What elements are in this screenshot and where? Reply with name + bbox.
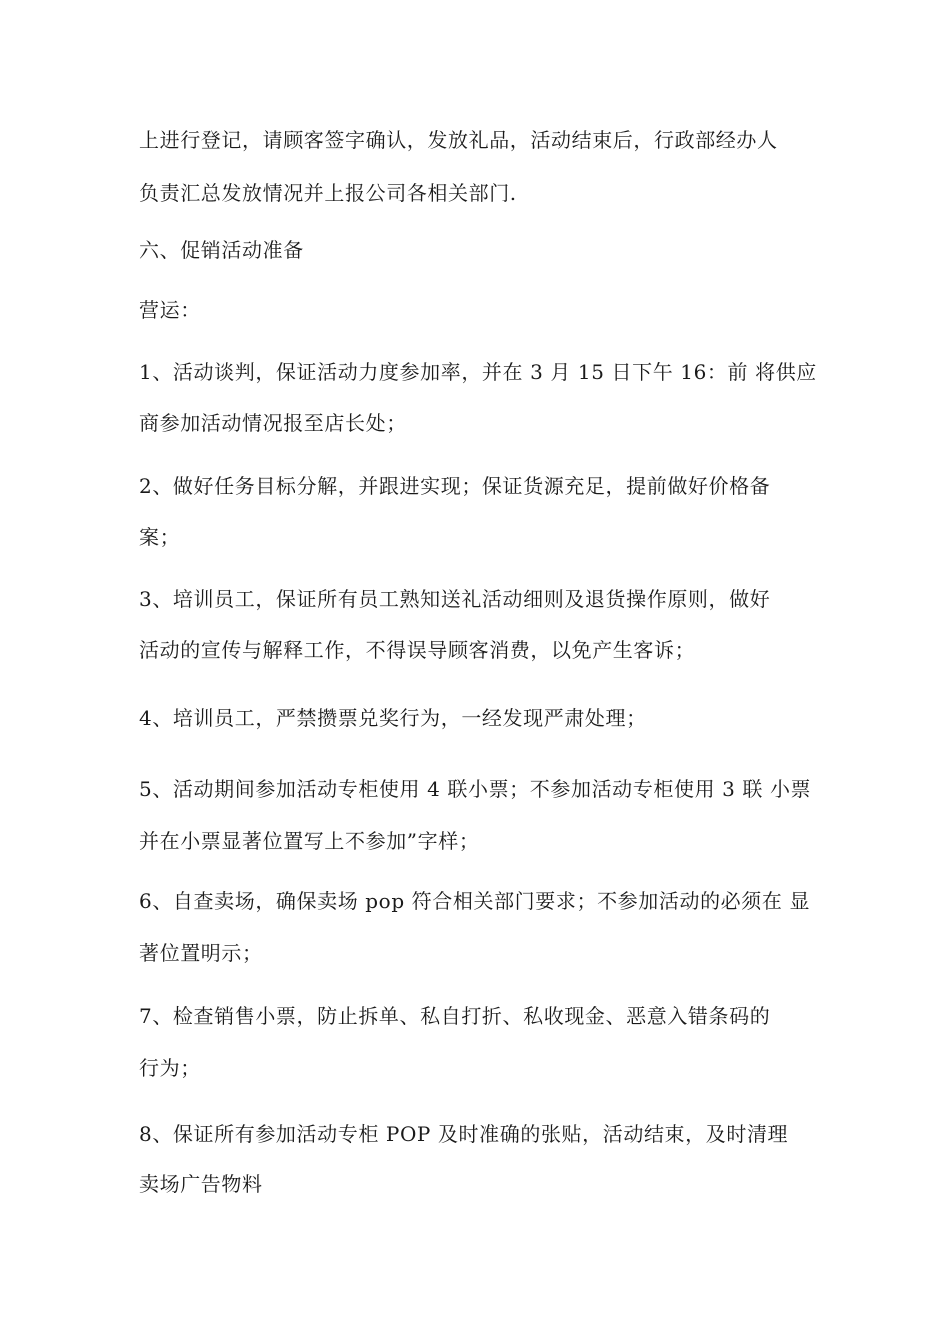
list-item-3-line-1: 3、培训员工，保证所有员工熟知送礼活动细则及退货操作原则，做好 xyxy=(139,587,771,611)
list-item-8-line-2: 卖场广告物料 xyxy=(139,1172,263,1196)
list-item-2-line-2: 案； xyxy=(139,525,181,549)
text-line-1: 上进行登记，请顾客签字确认，发放礼品，活动结束后，行政部经办人 xyxy=(139,128,778,152)
list-item-7-line-2: 行为； xyxy=(139,1056,201,1080)
list-item-8-line-1: 8、保证所有参加活动专柜 POP 及时准确的张贴，活动结束，及时清理 xyxy=(139,1122,789,1146)
list-item-1-line-2: 商参加活动情况报至店长处； xyxy=(139,411,407,435)
list-item-6-line-2: 著位置明示； xyxy=(139,941,263,965)
text-line-2: 负责汇总发放情况并上报公司各相关部门. xyxy=(139,181,517,205)
list-item-4: 4、培训员工，严禁攒票兑奖行为，一经发现严肃处理； xyxy=(139,706,647,730)
section-heading: 六、促销活动准备 xyxy=(139,238,304,262)
list-item-5-line-2: 并在小票显著位置写上不参加”字样； xyxy=(139,829,480,853)
list-item-6-line-1: 6、自查卖场，确保卖场 pop 符合相关部门要求；不参加活动的必须在 显 xyxy=(139,889,811,913)
subsection-label: 营运： xyxy=(139,298,201,322)
list-item-2-line-1: 2、做好任务目标分解，并跟进实现；保证货源充足，提前做好价格备 xyxy=(139,474,771,498)
list-item-3-line-2: 活动的宣传与解释工作，不得误导顾客消费，以免产生客诉； xyxy=(139,638,696,662)
list-item-5-line-1: 5、活动期间参加活动专柜使用 4 联小票；不参加活动专柜使用 3 联 小票 xyxy=(139,777,812,801)
list-item-7-line-1: 7、检查销售小票，防止拆单、私自打折、私收现金、恶意入错条码的 xyxy=(139,1004,771,1028)
list-item-1-line-1: 1、活动谈判，保证活动力度参加率，并在 3 月 15 日下午 16：前 将供应 xyxy=(139,360,817,384)
